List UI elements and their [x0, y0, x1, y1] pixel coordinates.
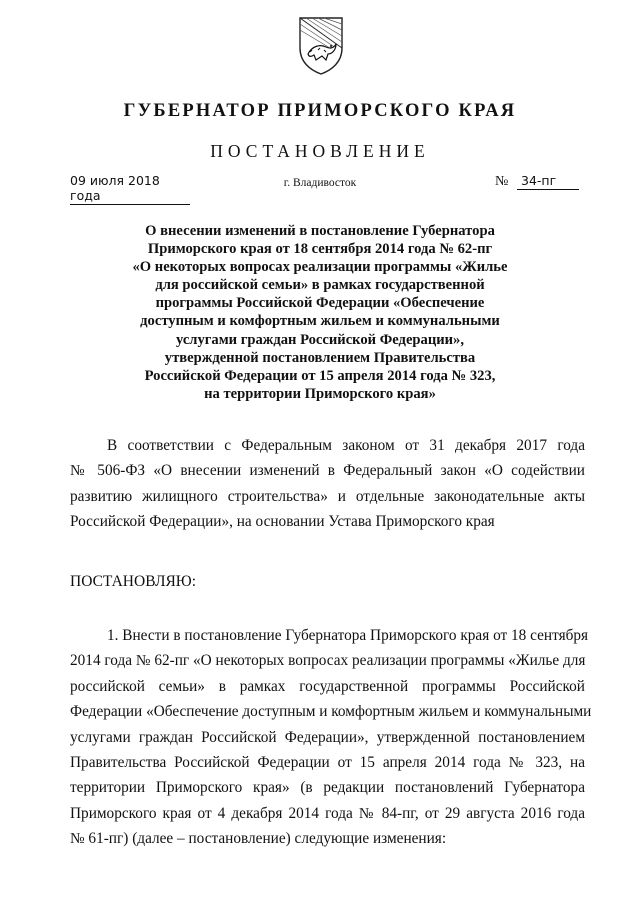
title-line: О внесении изменений в постановление Губернатора: [145, 223, 495, 239]
title-line: услугами граждан Российской Федерации»,: [175, 331, 465, 348]
resolve-heading: ПОСТАНОВЛЯЮ:: [70, 573, 197, 590]
title-line: Приморского края от 18 сентября 2014 года № 62-пг: [147, 241, 493, 258]
preamble-line: развитию жилищного строительства» и отдельные законодательные акты: [70, 487, 585, 505]
item-line: территории Приморского края» (в редакции постановлений Губернатора: [70, 779, 585, 797]
preamble-line: Российской Федерации», на основании Устава Приморского края: [70, 513, 495, 531]
title-line: программы Российской Федерации «Обеспечение: [155, 295, 485, 312]
title-line: на территории Приморского края»: [204, 385, 436, 402]
document-title: [100, 222, 540, 403]
item-line: Федерации «Обеспечение доступным и комфортным жильем и коммунальными: [70, 703, 592, 721]
item-line: № 61-пг) (далее – постановление) следующие изменения:: [70, 830, 447, 848]
issuer-title: ГУБЕРНАТОР ПРИМОРСКОГО КРАЯ: [123, 101, 517, 121]
item-line: Приморского края от 4 декабря 2014 года № 84-пг, от 29 августа 2016 года: [70, 804, 585, 822]
number-value: 34-пг: [517, 173, 579, 190]
number-sign: №: [495, 174, 509, 189]
coat-of-arms-icon: [296, 14, 346, 76]
preamble-line: В соответствии с Федеральным законом от 31 декабря 2017 года: [107, 437, 585, 454]
preamble-paragraph: [70, 433, 585, 535]
item-line: 2014 года № 62-пг «О некоторых вопросах реализации программы «Жилье для: [70, 652, 586, 670]
preamble-line: № 506-ФЗ «О внесении изменений в Федеральный закон «О содействии: [70, 462, 585, 480]
title-line: «О некоторых вопросах реализации программы «Жилье: [132, 259, 508, 276]
item-1-paragraph: [70, 623, 592, 852]
document-type: ПОСТАНОВЛЕНИЕ: [210, 141, 430, 161]
document-date: 09 июля 2018 года: [70, 173, 190, 205]
title-line: для российской семьи» в рамках государственной: [155, 277, 485, 294]
item-line: российской семьи» в рамках государственной программы Российской: [70, 677, 585, 695]
document-city: г. Владивосток: [283, 177, 357, 189]
item-line: 1. Внести в постановление Губернатора Приморского края от 18 сентября: [107, 627, 589, 644]
title-line: доступным и комфортным жильем и коммунальными: [140, 313, 500, 330]
title-line: утвержденной постановлением Правительства: [164, 349, 476, 366]
item-line: услугами граждан Российской Федерации», утвержденной постановлением: [70, 728, 585, 746]
title-line: Российской Федерации от 15 апреля 2014 года № 323,: [144, 367, 496, 384]
item-line: Правительства Российской Федерации от 15 апреля 2014 года № 323, на: [70, 754, 585, 772]
